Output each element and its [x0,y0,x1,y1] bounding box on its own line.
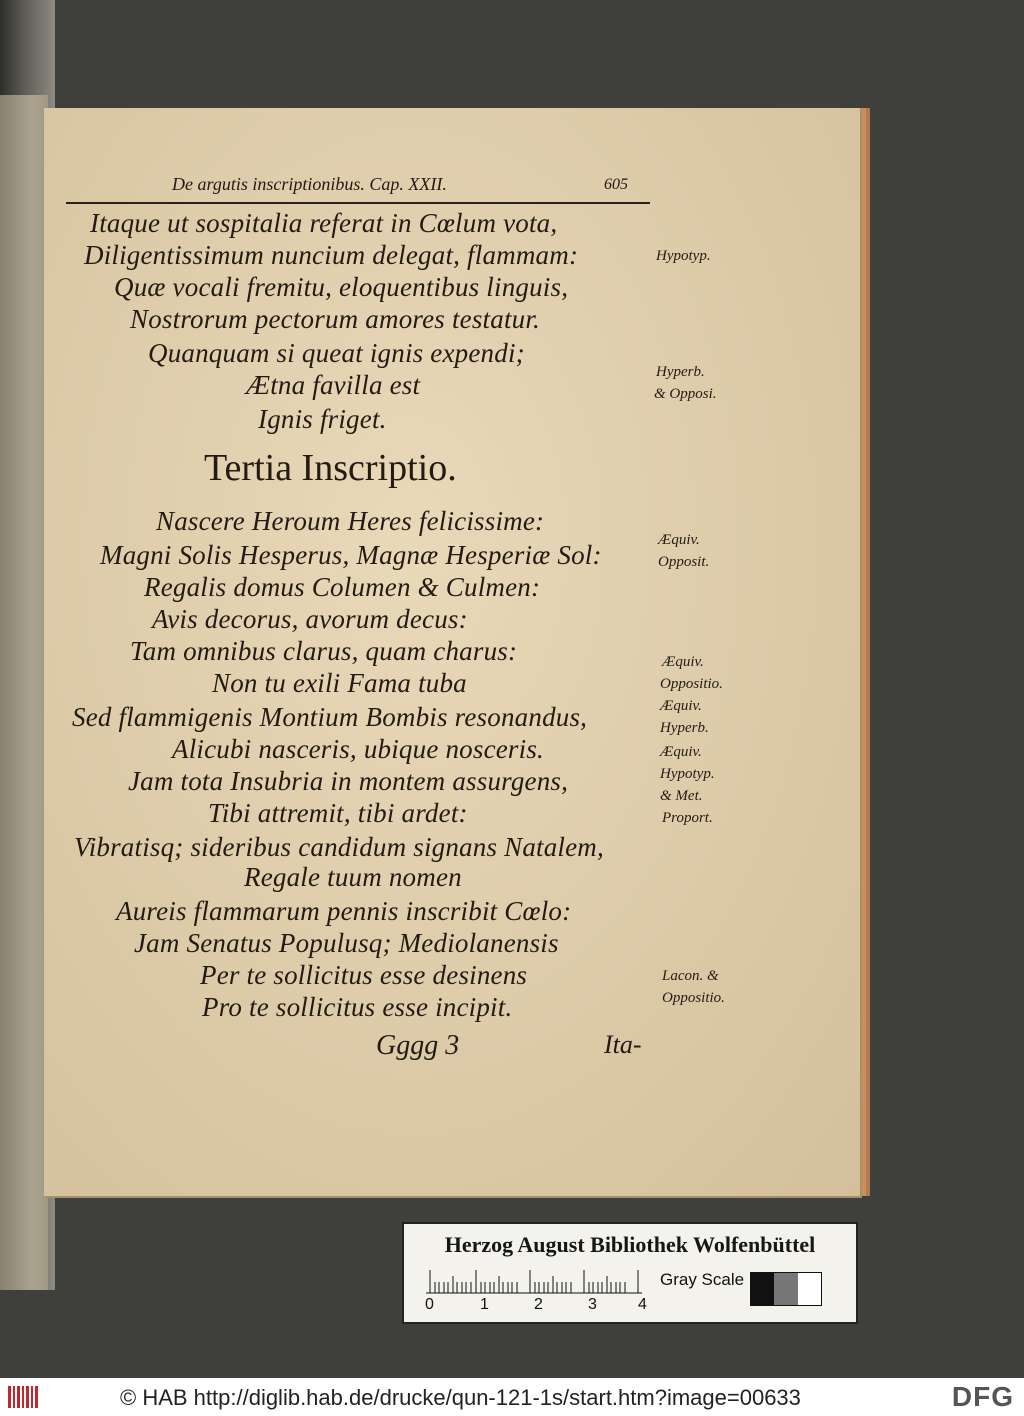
page-fore-edge [860,112,868,1192]
verse-line: Quanquam si queat ignis expendi; [148,338,525,368]
margin-note: Proport. [662,810,713,826]
verse-line: Magni Solis Hesperus, Magnæ Hesperiæ Sol: [100,540,602,570]
verse-line: Aureis flammarum pennis inscribit Cœlo: [116,896,572,926]
ruler-number: 4 [638,1296,647,1313]
section-heading: Tertia Inscriptio. [204,447,457,489]
margin-note: Hyperb. [656,364,705,380]
margin-note: Hypotyp. [656,248,711,264]
library-name: Herzog August Bibliothek Wolfenbüttel [444,1232,816,1257]
verse-line: Regale tuum nomen [244,862,462,892]
verse-line: Jam tota Insubria in montem assurgens, [128,766,569,796]
scale-ruler [426,1268,642,1294]
margin-note: Æquiv. [662,654,704,670]
verse-line: Per te sollicitus esse desinens [200,960,528,990]
margin-note: Oppositio. [660,676,723,692]
gray-swatch-mid [774,1273,797,1305]
gray-scale-swatches [750,1272,822,1306]
ruler-number: 0 [425,1296,434,1313]
verse-line: Pro te sollicitus esse incipit. [202,992,513,1022]
margin-note: & Opposi. [654,386,717,402]
page-number: 605 [604,176,628,193]
verse-line: Alicubi nasceris, ubique nosceris. [172,734,544,764]
verse-line: Avis decorus, avorum decus: [152,604,468,634]
signature-mark: Gggg 3 [376,1030,460,1061]
copyright-link[interactable]: © HAB http://diglib.hab.de/drucke/qun-121-1s/start.htm?image=00633 [120,1385,801,1410]
verse-line: Ignis friget. [258,404,387,434]
verse-line: Tam omnibus clarus, quam charus: [130,636,518,666]
verse-line: Regalis domus Columen & Culmen: [144,572,541,602]
header-rule [66,202,650,204]
verse-line: Nostrorum pectorum amores testatur. [130,304,541,334]
ruler-number: 3 [588,1296,597,1313]
verse-line: Diligentissimum nuncium delegat, flammam: [84,240,579,270]
verse-line: Ætna favilla est [246,370,421,400]
viewer-footer [0,1378,1024,1416]
margin-note: Æquiv. [660,698,702,714]
gray-scale-label: Gray Scale [660,1270,745,1289]
margin-note: Opposit. [658,554,710,570]
gray-swatch-black [751,1273,774,1305]
ruler-numbers [422,1296,652,1316]
ruler-number: 2 [534,1296,543,1313]
catchword: Ita- [604,1030,642,1059]
library-colorbar [402,1222,858,1324]
margin-note: Oppositio. [662,990,725,1006]
verse-line: Tibi attremit, tibi ardet: [208,798,468,828]
running-head: De argutis inscriptionibus. Cap. XXII. [172,174,447,194]
margin-note: Hypotyp. [660,766,715,782]
dfg-logo: DFG [951,1381,1014,1412]
previous-page-edge [0,95,48,1290]
verse-line: Non tu exili Fama tuba [212,668,467,698]
verse-line: Quæ vocali fremitu, eloquentibus linguis, [114,272,569,302]
verse-line: Jam Senatus Populusq; Mediolanensis [134,928,559,958]
ruler-number: 1 [480,1296,489,1313]
gray-swatch-white [798,1273,821,1305]
verse-line: Itaque ut sospitalia referat in Cœlum vota, [90,208,558,238]
verse-line: Nascere Heroum Heres felicissime: [156,506,545,536]
barcode-icon [8,1384,40,1410]
margin-note: Æquiv. [658,532,700,548]
verse-line: Sed flammigenis Montium Bombis resonandus, [72,702,588,732]
margin-note: Æquiv. [660,744,702,760]
margin-note: Hyperb. [660,720,709,736]
margin-note: Lacon. & [662,968,719,984]
verse-line: Vibratisq; sideribus candidum signans Natalem, [74,832,604,862]
margin-note: & Met. [660,788,703,804]
